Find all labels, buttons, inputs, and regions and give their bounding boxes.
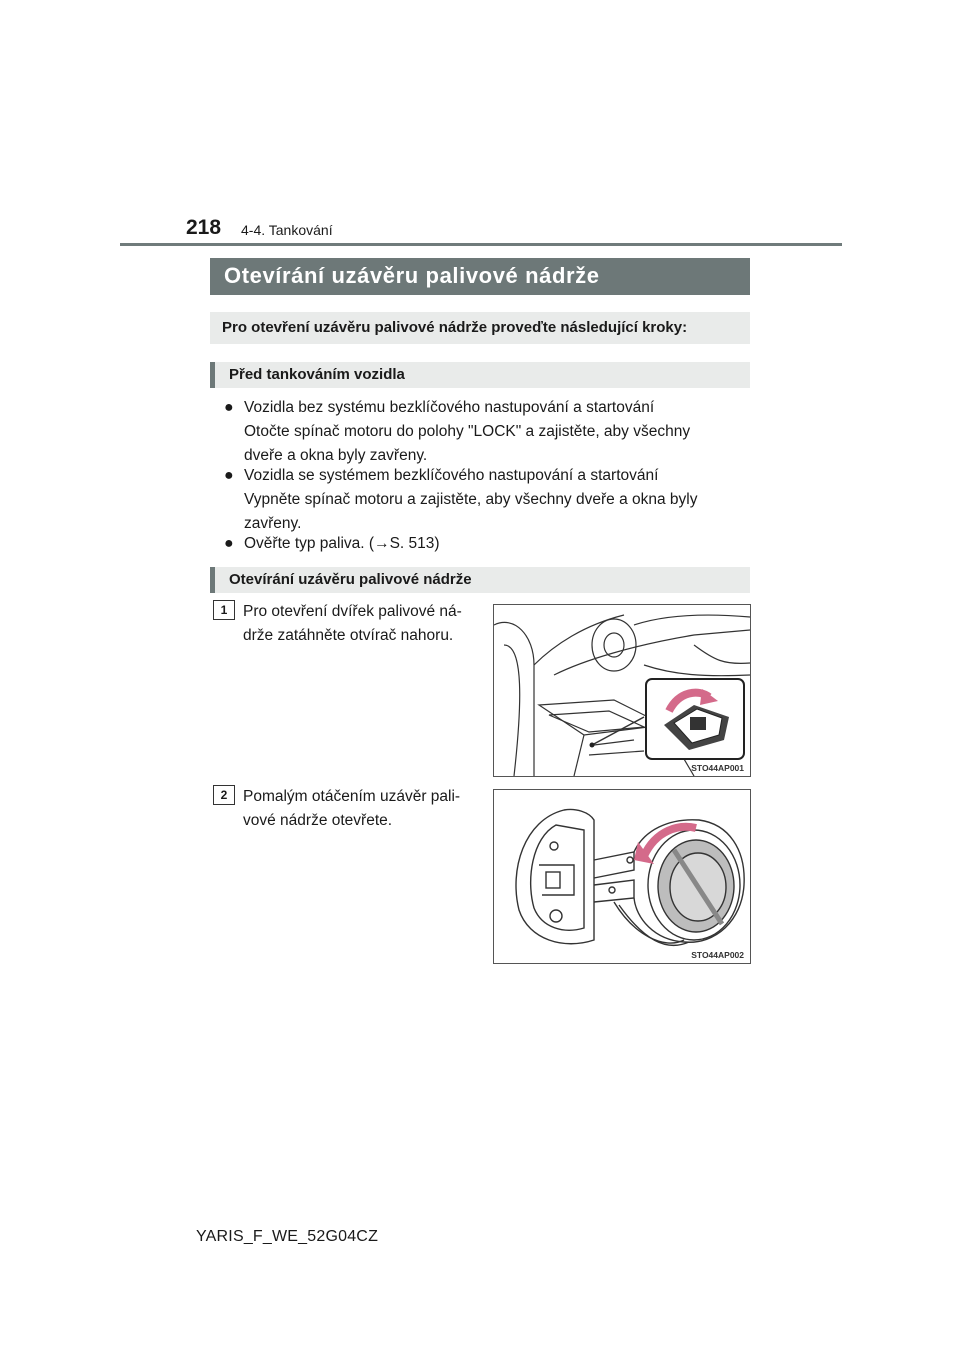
step-number: 1 [213,600,235,620]
step-text [243,600,483,648]
step-number: 2 [213,785,235,805]
page-title: Otevírání uzávěru palivové nádrže [210,258,750,295]
bullet-line: Vozidla bez systému bezklíčového nastupování a startování [244,399,655,416]
step-line: drže zatáhněte otvírač nahoru. [243,627,454,644]
page-number: 218 [186,216,222,239]
bullet-line: zavřeny. [244,515,302,532]
section-label: 4-4. Tankování [241,222,333,238]
figure-code: STO44AP001 [691,763,744,773]
bullet-item [224,396,746,468]
figure-code: STO44AP002 [691,950,744,960]
car-interior-illustration [494,605,750,776]
bullet-line: Vozidla se systémem bezklíčového nastupování a startování [244,467,659,484]
header-rule [120,243,842,246]
intro-text: Pro otevření uzávěru palivové nádrže proveďte následující kroky: [210,312,750,344]
step-line: Pomalým otáčením uzávěr pali- [243,788,461,805]
bullet-line: Vypněte spínač motoru a zajistěte, aby všechny dveře a okna byly [244,491,698,508]
bullet-marker: ● [224,467,234,484]
fuel-cap-illustration [494,790,750,963]
step-line: Pro otevření dvířek palivové ná- [243,603,462,620]
subheading-before-refuel: Před tankováním vozidla [210,362,750,388]
bullet-marker: ● [224,535,234,552]
bullet-line: Otočte spínač motoru do polohy "LOCK" a zajistěte, aby všechny [244,423,691,440]
figure-fuel-door-opener [493,604,751,777]
bullet-line: dveře a okna byly zavřeny. [244,447,428,464]
document-code: YARIS_F_WE_52G04CZ [196,1228,379,1245]
bullet-item [224,532,746,556]
bullet-item [224,464,746,536]
step-line: vové nádrže otevřete. [243,812,393,829]
step-text [243,785,483,833]
bullet-marker: ● [224,399,234,416]
bullet-line: Ověřte typ paliva. (→S. 513) [244,535,440,552]
subheading-opening: Otevírání uzávěru palivové nádrže [210,567,750,593]
figure-fuel-cap [493,789,751,964]
